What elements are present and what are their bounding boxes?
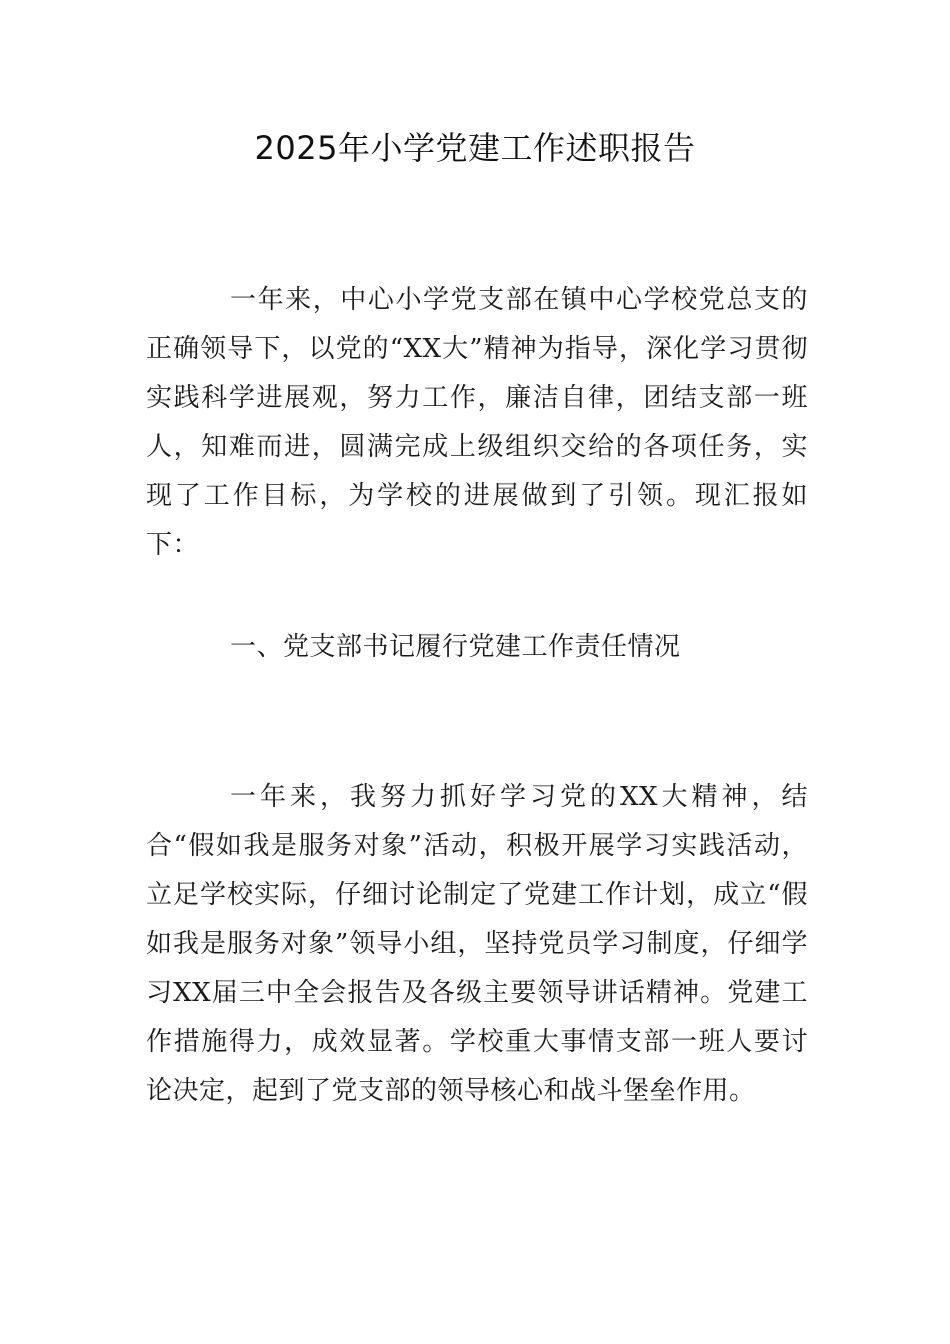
body-paragraph: 一年来，我努力抓好学习党的XX大精神，结合“假如我是服务对象”活动，积极开展学习实践活动，立足学校实际，仔细讨论制定了党建工作计划，成立“假如我是服务对象”领导小组，坚持党员学习制度，仔细学习XX届三中全会报告及各级主要领导讲话精神。党建工作措施得力，成效显著。学校重大事情支部一班人要讨论决定，起到了党支部的领导核心和战斗堡垒作用。	[146, 782, 808, 1106]
intro-paragraph: 一年来，中心小学党支部在镇中心学校党总支的正确领导下，以党的“XX大”精神为指导，深化学习贯彻实践科学进展观，努力工作，廉洁自律，团结支部一班人，知难而进，圆满完成上级组织交给的各项任务，实现了工作目标，为学校的进展做到了引领。现汇报如下：	[146, 285, 808, 560]
document-title: 2025年小学党建工作述职报告	[254, 129, 696, 167]
section-heading: 一、党支部书记履行党建工作责任情况	[230, 632, 681, 662]
